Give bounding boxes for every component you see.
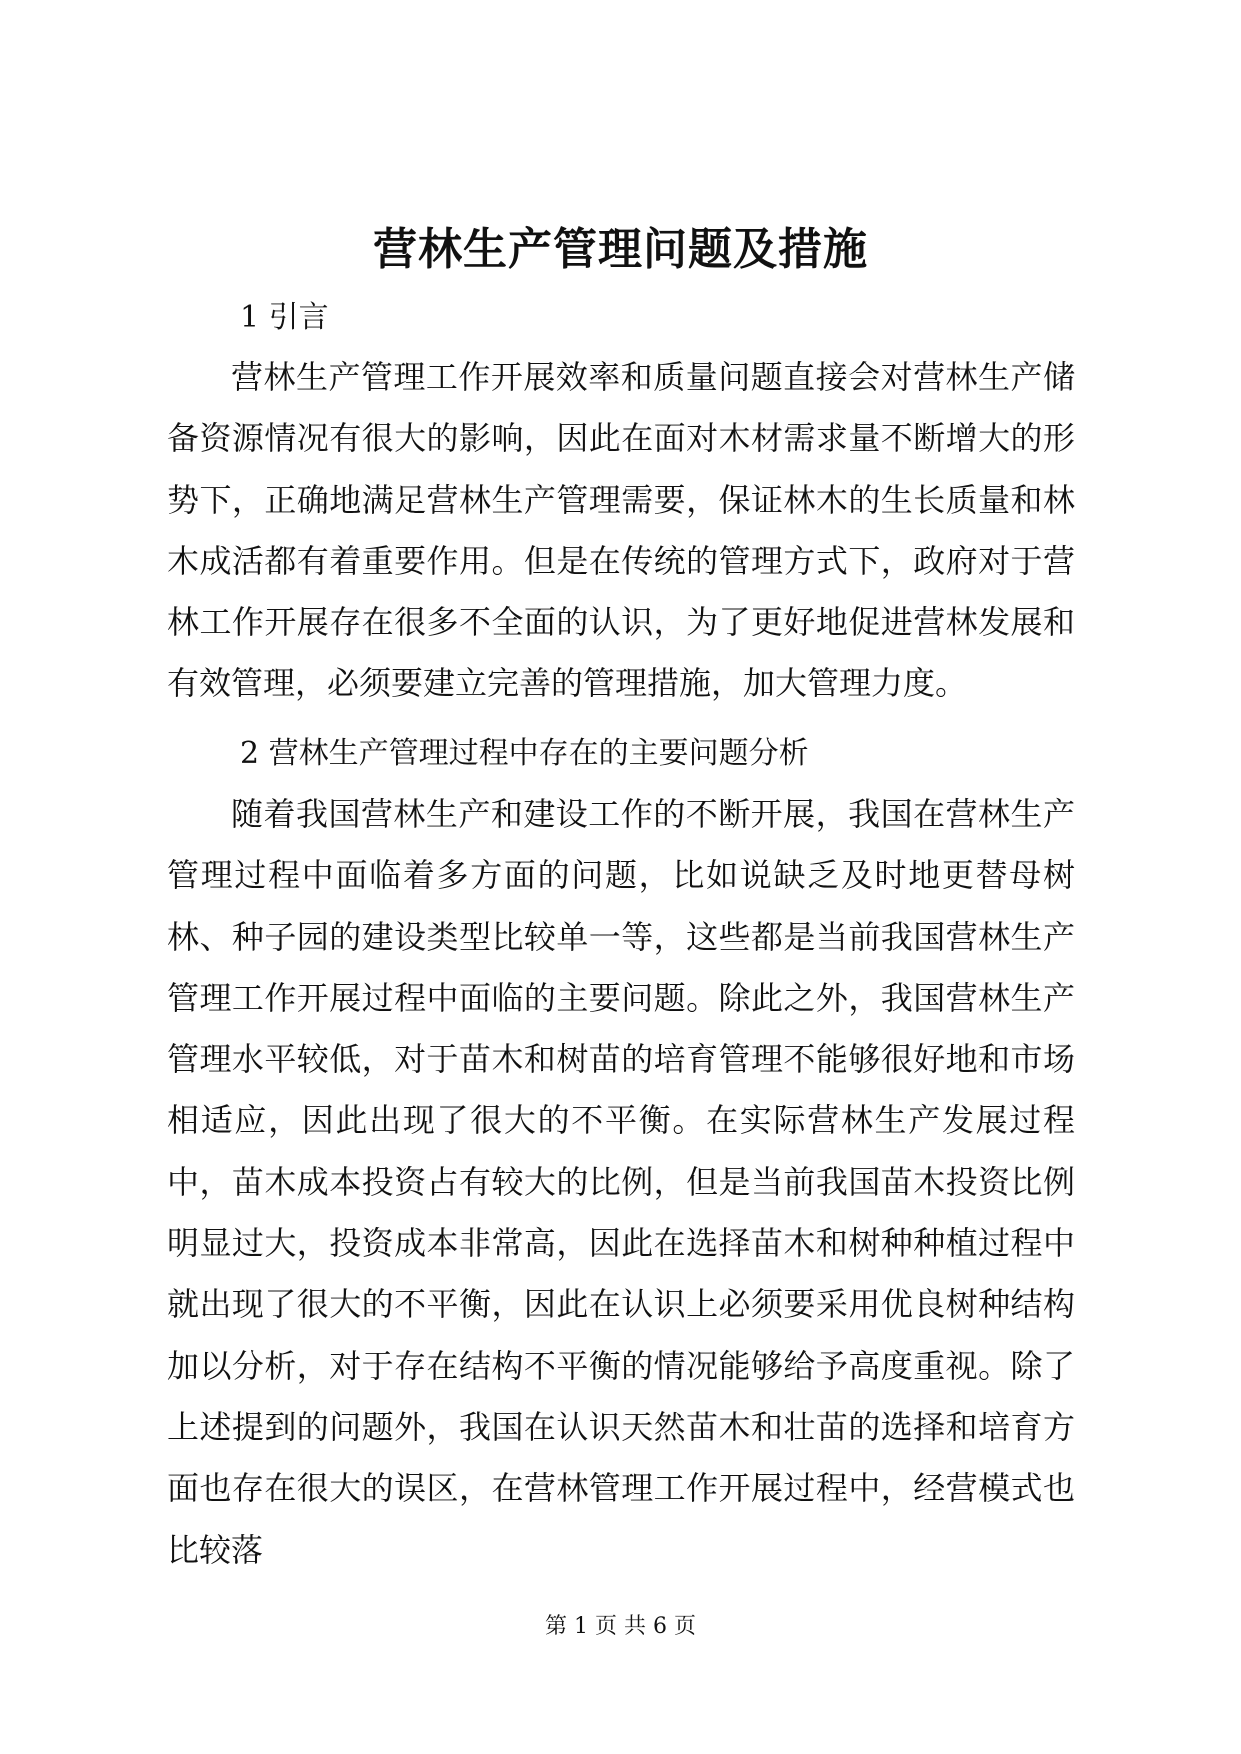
section-heading-problems: 2 营林生产管理过程中存在的主要问题分析	[240, 736, 809, 771]
paragraph-introduction: 营林生产管理工作开展效率和质量问题直接会对营林生产储备资源情况有很大的影响，因此在面对木材需求量不断增大的形势下，正确地满足营林生产管理需要，保证林木的生长质量和林木成活都有着重要作用。但是在传统的管理方式下，政府对于营林工作开展存在很多不全面的认识，为了更好地促进营林发展和有效管理，必须要建立完善的管理措施，加大管理力度。	[167, 358, 1075, 703]
page-number-footer: 第 1 页 共 6 页	[545, 1614, 696, 1639]
document-title: 营林生产管理问题及措施	[373, 224, 868, 275]
paragraph-problems: 随着我国营林生产和建设工作的不断开展，我国在营林生产管理过程中面临着多方面的问题，比如说缺乏及时地更替母树林、种子园的建设类型比较单一等，这些都是当前我国营林生产管理工作开展过程中面临的主要问题。除此之外，我国营林生产管理水平较低，对于苗木和树苗的培育管理不能够很好地和市场相适应，因此出现了很大的不平衡。在实际营林生产发展过程中，苗木成本投资占有较大的比例，但是当前我国苗木投资比例明显过大，投资成本非常高，因此在选择苗木和树种种植过程中就出现了很大的不平衡，因此在认识上必须要采用优良树种结构加以分析，对于存在结构不平衡的情况能够给予高度重视。除了上述提到的问题外，我国在认识天然苗木和壮苗的选择和培育方面也存在很大的误区，在营林管理工作开展过程中，经营模式也比较落	[167, 795, 1075, 1569]
section-heading-introduction: 1 引言	[240, 300, 329, 335]
